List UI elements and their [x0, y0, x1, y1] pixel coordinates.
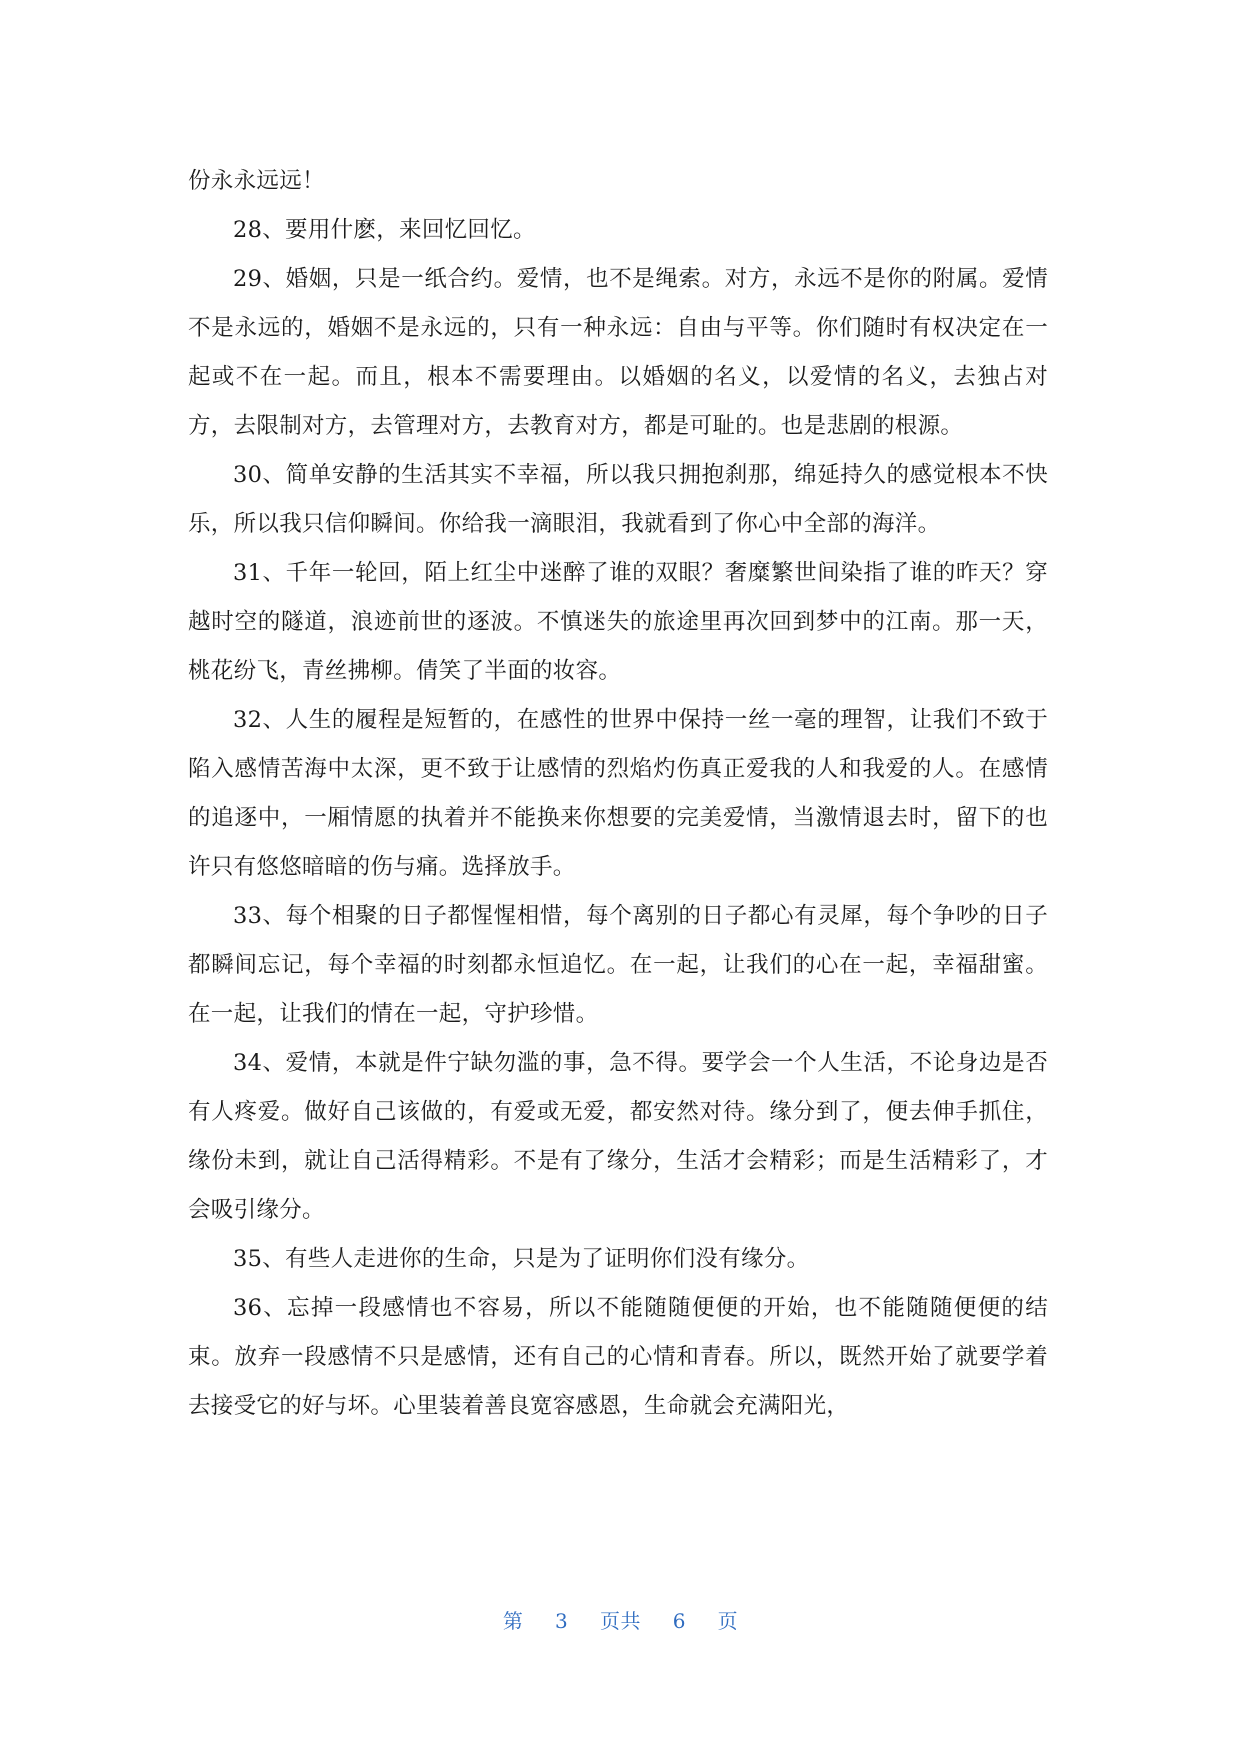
paragraph-31: 31、千年一轮回，陌上红尘中迷醉了谁的双眼？奢糜繁世间染指了谁的昨天？穿越时空的隧道，浪迹前世的逐波。不慎迷失的旅途里再次回到梦中的江南。那一天，桃花纷飞，青丝拂柳。倩笑了半面的妆容。 — [188, 560, 1048, 684]
total-pages-number: 6 — [672, 1609, 686, 1633]
current-page-number: 3 — [555, 1609, 569, 1633]
footer-prefix: 第 — [502, 1609, 524, 1633]
continuation-text: 份永永远远！ — [188, 168, 325, 194]
paragraph-28: 28、要用什麽，来回忆回忆。 — [233, 217, 536, 243]
footer-middle: 页共 — [600, 1609, 641, 1633]
paragraph-30: 30、简单安静的生活其实不幸福，所以我只拥抱刹那，绵延持久的感觉根本不快乐，所以我只信仰瞬间。你给我一滴眼泪，我就看到了你心中全部的海洋。 — [188, 462, 1048, 537]
paragraph-32: 32、人生的履程是短暂的，在感性的世界中保持一丝一毫的理智，让我们不致于陷入感情苦海中太深，更不致于让感情的烈焰灼伤真正爱我的人和我爱的人。在感情的追逐中，一厢情愿的执着并不能换来你想要的完美爱情，当激情退去时，留下的也许只有悠悠暗暗的伤与痛。选择放手。 — [188, 707, 1048, 880]
document-body — [188, 157, 1048, 1431]
paragraph-29: 29、婚姻，只是一纸合约。爱情，也不是绳索。对方，永远不是你的附属。爱情不是永远的，婚姻不是永远的，只有一种永远：自由与平等。你们随时有权决定在一起或不在一起。而且，根本不需要理由。以婚姻的名义，以爱情的名义，去独占对方，去限制对方，去管理对方，去教育对方，都是可耻的。也是悲剧的根源。 — [188, 266, 1048, 439]
page-footer — [0, 1605, 1241, 1634]
paragraph-35: 35、有些人走进你的生命，只是为了证明你们没有缘分。 — [233, 1246, 810, 1272]
paragraph-36: 36、忘掉一段感情也不容易，所以不能随随便便的开始，也不能随随便便的结束。放弃一段感情不只是感情，还有自己的心情和青春。所以，既然开始了就要学着去接受它的好与坏。心里装着善良宽容感恩，生命就会充满阳光， — [188, 1295, 1048, 1419]
paragraph-34: 34、爱情，本就是件宁缺勿滥的事，急不得。要学会一个人生活，不论身边是否有人疼爱。做好自己该做的，有爱或无爱，都安然对待。缘分到了，便去伸手抓住，缘份未到，就让自己活得精彩。不是有了缘分，生活才会精彩；而是生活精彩了，才会吸引缘分。 — [188, 1050, 1048, 1223]
paragraph-33: 33、每个相聚的日子都惺惺相惜，每个离别的日子都心有灵犀，每个争吵的日子都瞬间忘记，每个幸福的时刻都永恒追忆。在一起，让我们的心在一起，幸福甜蜜。在一起，让我们的情在一起，守护珍惜。 — [188, 903, 1048, 1027]
footer-suffix: 页 — [717, 1609, 739, 1633]
